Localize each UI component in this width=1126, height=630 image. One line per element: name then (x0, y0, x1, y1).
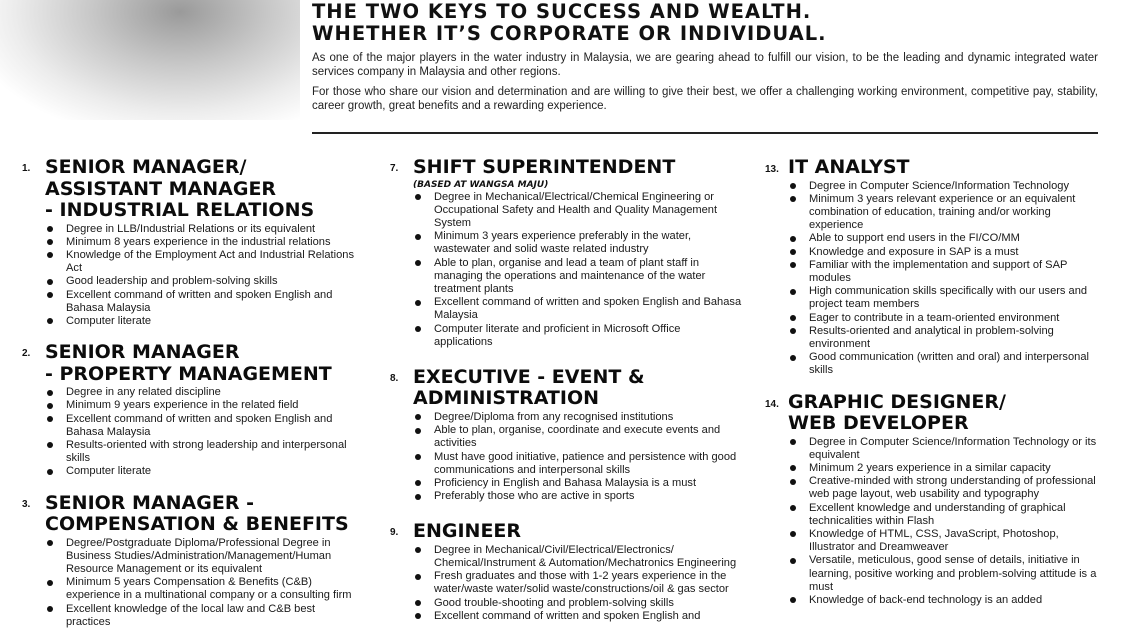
job-number: 14. (765, 398, 779, 410)
intro-paragraph-1: As one of the major players in the water industry in Malaysia, we are gearing ahead to fulfill our vision, to be the leading and dynamic integrated water services company in Malaysia and other regions. (312, 52, 1098, 78)
bullet-icon (790, 531, 796, 537)
requirement-item: Versatile, meticulous, good sense of details, initiative in learning, positive working and problem-solving attitude is a must (788, 554, 1101, 594)
bullet-icon (790, 465, 796, 471)
job-graphic-designer-web-developer (765, 392, 1101, 608)
job-title: SENIOR MANAGER/ ASSISTANT MANAGER - INDUSTRIAL RELATIONS (45, 156, 315, 221)
job-shift-superintendent (390, 157, 742, 349)
job-location: (BASED AT WANGSA MAJU) (413, 179, 549, 190)
job-number: 2. (22, 348, 31, 360)
bullet-icon (790, 597, 796, 603)
requirement-item: Minimum 3 years relevant experience or an equivalent combination of education, training and/or working experience (788, 193, 1101, 233)
bullet-icon (47, 606, 53, 612)
requirement-item: Degree/Postgraduate Diploma/Professional Degree in Business Studies/Administration/Management/Human Resource Management or its equivalent (45, 537, 362, 577)
requirement-item: Excellent command of written and spoken English and Bahasa Malaysia (413, 296, 742, 322)
bullet-icon (415, 414, 421, 420)
requirement-item: Excellent command of written and spoken English and Bahasa Malaysia (45, 413, 362, 439)
bullet-icon (47, 540, 53, 546)
requirement-item: Computer literate and proficient in Microsoft Office applications (413, 323, 742, 349)
column-3 (765, 157, 1101, 607)
requirement-item: Degree in Computer Science/Information Technology or its equivalent (788, 436, 1101, 462)
headline-2: WHETHER IT’S CORPORATE OR INDIVIDUAL. (312, 22, 827, 45)
bullet-icon (415, 600, 421, 606)
column-1 (22, 157, 362, 629)
requirement-item: Knowledge of the Employment Act and Industrial Relations Act (45, 249, 362, 275)
bullet-icon (790, 328, 796, 334)
requirements-list (788, 180, 1101, 378)
bullet-icon (790, 183, 796, 189)
requirement-item: Degree in Mechanical/Civil/Electrical/Electronics/ Chemical/Instrument & Automation/Mechatronics Engineering (413, 544, 742, 570)
requirement-item: Knowledge of HTML, CSS, JavaScript, Photoshop, Illustrator and Dreamweaver (788, 528, 1101, 554)
requirement-item: Minimum 8 years experience in the industrial relations (45, 236, 362, 249)
bullet-icon (790, 355, 796, 361)
bullet-icon (415, 494, 421, 500)
requirements-list (413, 191, 742, 349)
requirement-item: Degree in LLB/Industrial Relations or its equivalent (45, 223, 362, 236)
requirement-item: Able to plan, organise, coordinate and execute events and activities (413, 424, 742, 450)
job-number: 13. (765, 164, 779, 175)
requirement-item: Computer literate (45, 315, 362, 328)
requirement-item: Good leadership and problem-solving skills (45, 275, 362, 288)
requirement-item: Proficiency in English and Bahasa Malaysia is a must (413, 477, 742, 490)
job-title: EXECUTIVE - EVENT & ADMINISTRATION (413, 365, 645, 410)
intro-paragraph-2: For those who share our vision and determination and are willing to give their best, we offer a challenging working environment, competitive pay, stability, career growth, great benefits and a rewarding experience. (312, 86, 1098, 112)
job-title: SENIOR MANAGER - PROPERTY MANAGEMENT (45, 341, 332, 385)
bullet-icon (790, 236, 796, 242)
job-senior-manager-compensation-benefits (22, 493, 362, 629)
bullet-icon (47, 580, 53, 586)
requirement-item: High communication skills specifically with our users and project team members (788, 285, 1101, 311)
bullet-icon (47, 442, 53, 448)
requirement-item: Able to support end users in the FI/CO/MM (788, 232, 1101, 245)
job-senior-manager-industrial-relations (22, 157, 362, 328)
bullet-icon (47, 239, 53, 245)
bullet-icon (790, 262, 796, 268)
requirement-item: Knowledge and exposure in SAP is a must (788, 246, 1101, 259)
requirement-item: Good trouble-shooting and problem-solving skills (413, 597, 742, 610)
requirement-item: Degree in any related discipline (45, 386, 362, 399)
requirements-list (413, 544, 742, 623)
bullet-icon (47, 226, 53, 232)
bullet-icon (415, 613, 421, 619)
requirement-item: Able to plan, organise and lead a team of plant staff in managing the operations and maintenance of the water treatment plants (413, 257, 742, 297)
job-title: ENGINEER (413, 520, 522, 543)
bullet-icon (790, 249, 796, 255)
bullet-icon (47, 252, 53, 258)
requirement-item: Computer literate (45, 465, 362, 478)
bullet-icon (415, 260, 421, 266)
requirement-item: Must have good initiative, patience and persistence with good communications and interpersonal skills (413, 451, 742, 477)
bullet-icon (47, 416, 53, 422)
requirement-item: Degree in Computer Science/Information Technology (788, 180, 1101, 193)
job-it-analyst (765, 157, 1101, 378)
bullet-icon (47, 403, 53, 409)
decorative-water-image (0, 0, 300, 120)
bullet-icon (415, 234, 421, 240)
bullet-icon (790, 315, 796, 321)
requirements-list (45, 386, 362, 478)
header-divider (312, 132, 1098, 134)
bullet-icon (47, 390, 53, 396)
requirement-item: Degree/Diploma from any recognised institutions (413, 411, 742, 424)
bullet-icon (415, 574, 421, 580)
bullet-icon (415, 300, 421, 306)
bullet-icon (47, 279, 53, 285)
requirement-item: Excellent knowledge of the local law and C&B best practices (45, 603, 362, 629)
bullet-icon (415, 194, 421, 200)
requirement-item: Knowledge of back-end technology is an added (788, 594, 1101, 607)
requirement-item: Eager to contribute in a team-oriented environment (788, 312, 1101, 325)
bullet-icon (790, 289, 796, 295)
job-senior-manager-property-management (22, 342, 362, 478)
bullet-icon (47, 318, 53, 324)
requirement-item: Minimum 5 years Compensation & Benefits (C&B) experience in a multinational company or a consulting firm (45, 576, 362, 602)
requirement-item: Minimum 2 years experience in a similar capacity (788, 462, 1101, 475)
job-number: 8. (390, 372, 399, 384)
job-executive-event-administration (390, 367, 742, 503)
column-2 (390, 157, 742, 623)
bullet-icon (790, 439, 796, 445)
headline-1: THE TWO KEYS TO SUCCESS AND WEALTH. (312, 0, 812, 23)
bullet-icon (415, 480, 421, 486)
job-number: 3. (22, 498, 31, 510)
requirement-item: Good communication (written and oral) and interpersonal skills (788, 351, 1101, 377)
job-title: IT ANALYST (788, 156, 910, 178)
bullet-icon (415, 547, 421, 553)
job-title: GRAPHIC DESIGNER/ WEB DEVELOPER (788, 390, 1006, 435)
requirement-item: Excellent knowledge and understanding of graphical technicalities within Flash (788, 502, 1101, 528)
requirement-item: Familiar with the implementation and support of SAP modules (788, 259, 1101, 285)
requirements-list (788, 436, 1101, 608)
job-number: 7. (390, 163, 399, 174)
bullet-icon (47, 292, 53, 298)
requirements-list (45, 223, 362, 329)
bullet-icon (415, 454, 421, 460)
requirements-list (45, 537, 362, 629)
bullet-icon (415, 428, 421, 434)
bullet-icon (790, 558, 796, 564)
requirement-item: Fresh graduates and those with 1-2 years experience in the water/waste water/solid waste/constructions/oil & gas sector (413, 570, 742, 596)
requirement-item: Creative-minded with strong understanding of professional web page layout, web usability and typography (788, 475, 1101, 501)
requirement-item: Excellent command of written and spoken English and Bahasa Malaysia (45, 289, 362, 315)
requirement-item: Results-oriented and analytical in problem-solving environment (788, 325, 1101, 351)
requirement-item: Excellent command of written and spoken English and (413, 610, 742, 623)
bullet-icon (790, 479, 796, 485)
bullet-icon (415, 326, 421, 332)
job-engineer (390, 521, 742, 623)
job-number: 1. (22, 163, 31, 174)
requirements-list (413, 411, 742, 503)
job-title: SENIOR MANAGER - COMPENSATION & BENEFITS (45, 491, 349, 536)
requirement-item: Results-oriented with strong leadership and interpersonal skills (45, 439, 362, 465)
job-number: 9. (390, 527, 399, 539)
page-header (312, 0, 1098, 113)
requirement-item: Degree in Mechanical/Electrical/Chemical Engineering or Occupational Safety and Health and Quality Management System (413, 191, 742, 231)
bullet-icon (790, 196, 796, 202)
requirement-item: Preferably those who are active in sports (413, 490, 742, 503)
requirement-item: Minimum 3 years experience preferably in the water, wastewater and solid waste related industry (413, 230, 742, 256)
job-title: SHIFT SUPERINTENDENT (413, 156, 676, 178)
requirement-item: Minimum 9 years experience in the related field (45, 399, 362, 412)
bullet-icon (790, 505, 796, 511)
bullet-icon (47, 469, 53, 475)
